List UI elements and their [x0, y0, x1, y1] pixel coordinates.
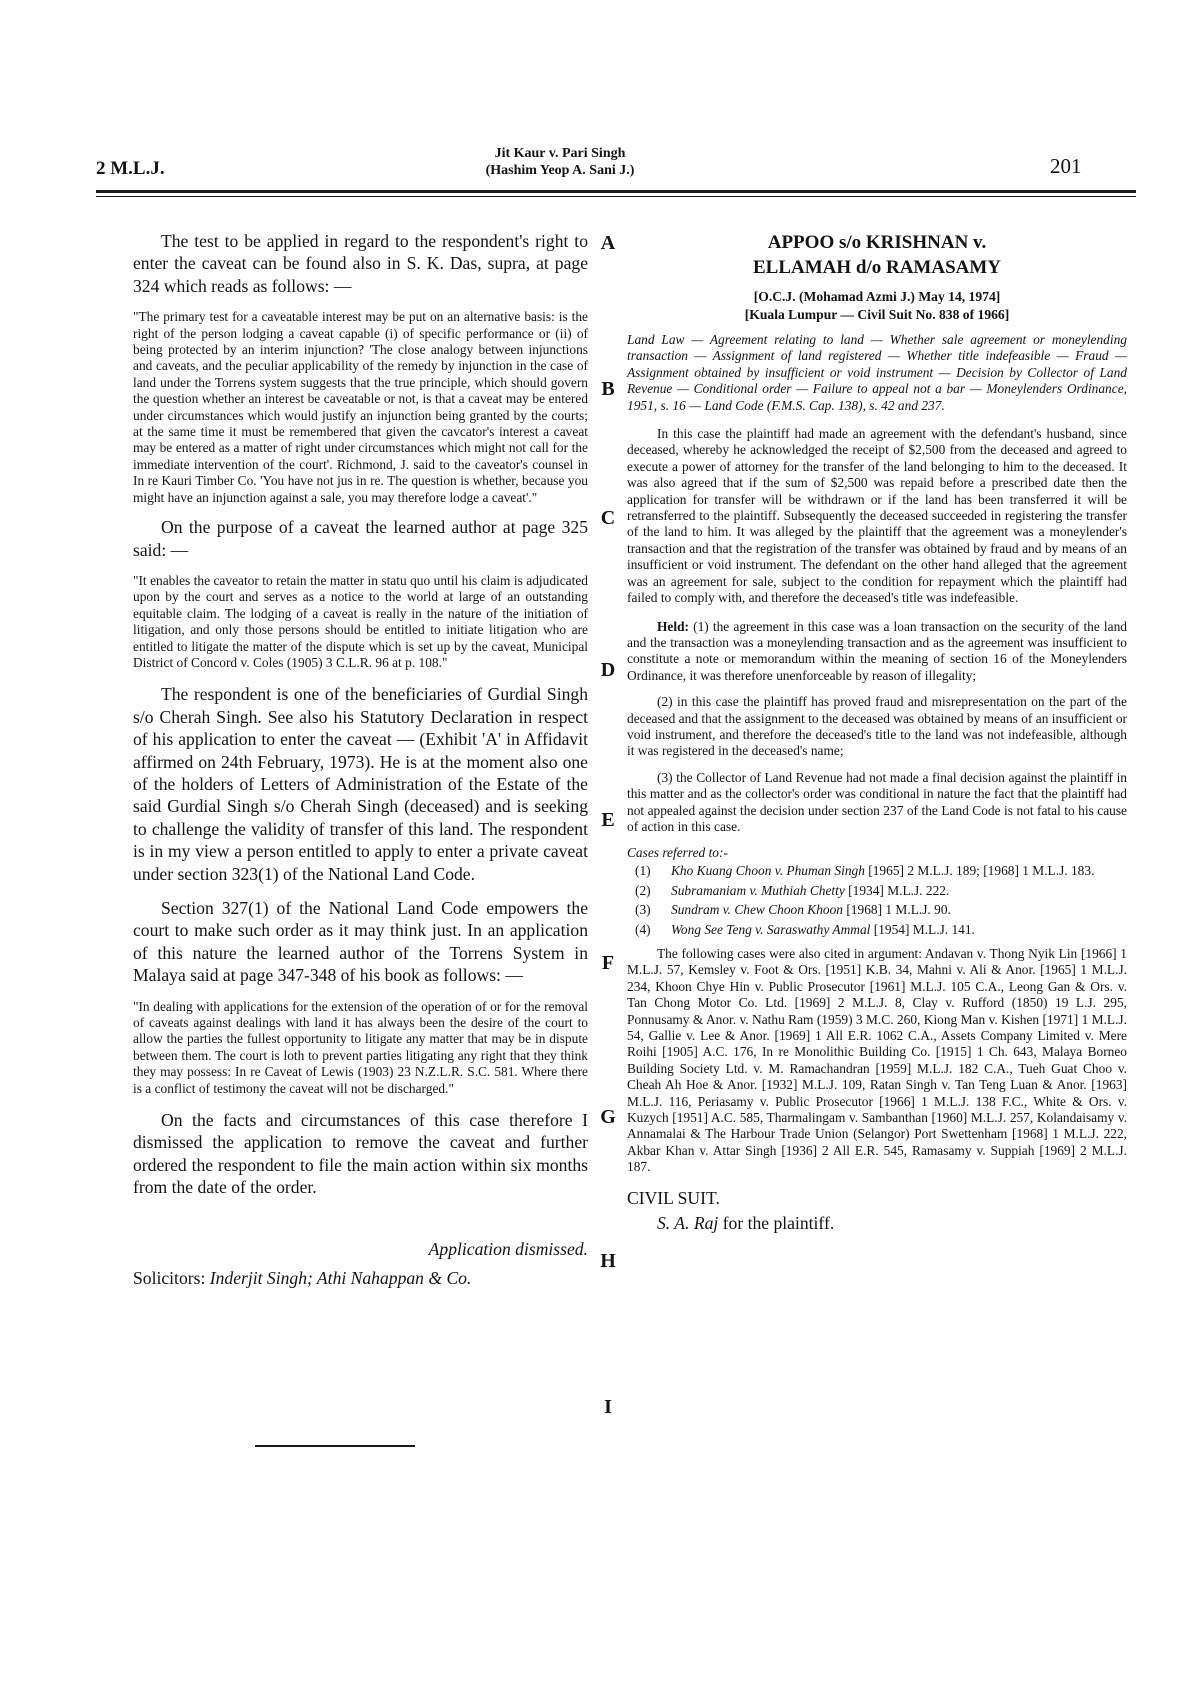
judgment-paragraph-section-327: Section 327(1) of the National Land Code empowers the court to make such order as it may think just. In an application of this nature the learned author of the Torrens System in Malaya said at page 347-348 of his book as follows: — — [133, 898, 588, 986]
citation-court: [O.C.J. (Mohamad Azmi J.) May 14, 1974] — [753, 289, 1001, 304]
margin-letter-h: H — [600, 1250, 616, 1272]
counsel-role: for the plaintiff. — [722, 1212, 835, 1233]
solicitors-names: Inderjit Singh; Athi Nahappan & Co. — [209, 1267, 472, 1288]
case-title — [627, 230, 1127, 280]
page-number: 201 — [1050, 154, 1082, 178]
margin-letter-c: C — [600, 507, 616, 529]
quote-primary-test: "The primary test for a caveatable interest may be put on an alternative basis: is the right of the person lodging a caveat capable (i) of specific performance or (ii) of being protected by an interim injunction? 'The close analogy between injunctions and caveats, and the peculiar applicability of the remedy by injunction in the case of land under the Torrens system suggests that the true principle, which should govern the question whether an interest be caveatable or not, is that a caveat may be entered under circumstances which would justify an injunction being granted by the courts; at the same time it must be remembered that given the cavcator's interest a caveat may be entered as a matter of right under circumstances which might not call for the immediate intervention of the court'. Richmond, J. said to the caveator's counsel in In re Kauri Timber Co. 'You have not jus in re. The question is whether, because you might have an injunction against a sale, you may therefore lodge a caveat'." — [133, 309, 588, 505]
held-point-2: (2) in this case the plaintiff has proved fraud and misrepresentation on the part of the deceased and that the assignment to the deceased was obtained by means of an insufficient or void instrument, and therefore the deceased's title to the land was not indefeasible, although it was registered in the deceased's name; — [627, 694, 1127, 759]
solicitors-label: Solicitors: — [133, 1267, 206, 1288]
held-point-3: (3) the Collector of Land Revenue had not made a final decision against the plaintiff in this matter and as the collector's order was conditional in nature the fact that the plaintiff had not appealed against the decision under section 237 of the Land Code is not fatal to his cause of action in this case. — [627, 769, 1127, 834]
judgment-paragraph-test: The test to be applied in regard to the respondent's right to enter the caveat can be found also in S. K. Das, supra, at page 324 which reads as follows: — — [133, 231, 588, 296]
list-item: (1) Kho Kuang Choon v. Phuman Singh [1965] 2 M.L.J. 189; [1968] 1 M.L.J. 183. — [635, 863, 1095, 879]
margin-letter-b: B — [601, 378, 615, 400]
headnote-facts: In this case the plaintiff had made an agreement with the defendant's husband, since deceased, whereby he acknowledged the receipt of $2,500 from the deceased and agreed to execute a power of attorney for the transfer of the land belonging to him to the deceased. It was also agreed that if the sum of $2,500 was repaid before a prescribed date then the application for transfer will be withdrawn or if the land has been transferred it will be retransferred to the plaintiff. Subsequently the deceased succeeded in registering the transfer of the land to him. It was alleged by the plaintiff that the agreement was a moneylender's transaction and that the registration of the transfer was obtained by fraud and by means of an insufficient or void instrument. The defendant on the other hand alleged that the agreement was an agreement for sale, subject to the condition for repayment which the plaintiff had failed to comply with, and therefore the deceased's title was indefeasible. — [627, 426, 1127, 606]
left-column — [133, 230, 588, 1289]
held-label: Held: — [657, 618, 689, 634]
margin-letter-g: G — [600, 1106, 616, 1128]
judgment-paragraph-purpose: On the purpose of a caveat the learned author at page 325 said: — — [133, 517, 588, 560]
counsel-name: S. A. Raj — [657, 1212, 719, 1233]
cases-cited-in-argument: The following cases were also cited in argument: Andavan v. Thong Nyik Lin [1966] 1 M.L.J. 57, Kemsley v. Foot & Ors. [1951] K.B. 34, Mahni v. Ali & Anor. [1965] 1 M.L.J. 234, Khoon Chye Hin v. Public Prosecutor [1961] M.L.J. 105 C.A., Leong Gan & Ors. v. Tan Chong Motor Co. Ltd. [1969] 2 M.L.J. 8, Clay v. Rufford (1850) 19 L.J. 295, Ponnusamy & Anor. v. Nathu Ram (1959) 3 M.C. 260, Kiong Man v. Kishen [1971] 1 M.L.J. 54, Gallie v. Lee & Anor. [1969] 1 All E.R. 1062 C.A., Assets Company Limited v. Mere Roihi [1905] A.C. 176, In re Monolithic Building Co. [1915] 1 Ch. 643, Malaya Borneo Building Society Ltd. v. M. Ramachandran [1959] M.L.J. 182 C.A., Tueh Guat Choo v. Cheah Ah Hoe & Anor. [1932] M.L.J. 109, Ratan Singh v. Tan Teng Luan & Anor. [1963] M.L.J. 116, Periasamy v. Public Prosecutor [1966] 1 M.L.J. 138 F.C., White & Ors. v. Kuzych [1951] A.C. 585, Tharmalingam v. Sambanthan [1960] M.L.J. 257, Kolandaisamy v. Annamalai & The Harbour Trade Union (Selangor) Port Swettenham [1968] 1 M.L.J. 222, Akbar Khan v. Attar Singh [1936] 2 All E.R. 545, Ramasamy v. Suppiah [1969] 2 M.L.J. 187. — [627, 946, 1127, 1175]
judgment-paragraph-respondent: The respondent is one of the beneficiaries of Gurdial Singh s/o Cherah Singh. See also his Statutory Declaration in respect of his application to enter the caveat — (Exhibit 'A' in Affidavit affirmed on 24th February, 1973). He is at the moment also one of the holders of Letters of Administration of the Estate of the said Gurdial Singh s/o Cherah Singh (deceased) and is seeking to challenge the validity of transfer of this land. The respondent is in my view a person entitled to apply to enter a private caveat under section 323(1) of the National Land Code. — [133, 684, 588, 884]
running-head-judge: (Hashim Yeop A. Sani J.) — [485, 163, 635, 178]
list-item: (2) Subramaniam v. Muthiah Chetty [1934] M.L.J. 222. — [635, 882, 950, 898]
case-title-line2: ELLAMAH d/o RAMASAMY — [752, 257, 1002, 278]
quote-caveat-purpose: "It enables the caveator to retain the matter in statu quo until his claim is adjudicated upon by the court and serves as a notice to the world at large of an outstanding equitable claim. The lodging of a caveat is really in the nature of the initiation of litigation, and only those persons should be entitled to initiate litigation who are entitled to litigate the matter of the dispute which is set up by the caveat, Municipal District of Concord v. Coles (1905) 3 C.L.R. 96 at p. 108." — [133, 572, 588, 670]
margin-letter-e: E — [601, 809, 615, 831]
catchwords: Land Law — Agreement relating to land — Whether sale agreement or moneylending transaction — Assignment of land registered — Whether title indefeasible — Fraud — Assignment obtained by insufficient or void instrument — Decision by Collector of Land Revenue — Conditional order — Failure to appeal not a bar — Moneylenders Ordinance, 1951, s. 16 — Land Code (F.M.S. Cap. 138), s. 42 and 237. — [627, 332, 1127, 413]
list-item: (3) Sundram v. Chew Choon Khoon [1968] 1 M.L.J. 90. — [635, 902, 951, 918]
solicitors — [133, 1268, 588, 1289]
case-title-line1: APPOO s/o KRISHNAN v. — [767, 232, 987, 253]
case-citation — [627, 288, 1127, 324]
end-of-case-rule — [255, 1445, 415, 1447]
running-head — [440, 145, 680, 179]
header-rule-thin — [96, 196, 1136, 197]
cases-referred-label: Cases referred to:- — [627, 845, 728, 861]
counsel-line — [627, 1213, 1127, 1234]
held-point-1-text: (1) the agreement in this case was a loan transaction on the security of the land and the transaction was a moneylending transaction and as the agreement was insufficient to constitute a note or memorandum within the meaning of section 16 of the Moneylenders Ordinance, it was therefore unenforceable by reason of illegality; — [627, 618, 1127, 683]
header-rule — [96, 190, 1136, 193]
quote-torrens-system: "In dealing with applications for the extension of the operation of or for the removal of caveats against dealings with land it has always been the desire of the court to allow the parties the fullest opportunity to litigate any matter that may be in dispute between them. The court is loth to prevent parties litigating any right that they think they may possess: In re Caveat of Lewis (1903) 23 N.Z.L.R. S.C. 581. Where there is a conflict of testimony the caveat will not be discharged." — [133, 998, 588, 1096]
held-point-1 — [627, 619, 1127, 685]
cases-referred-list — [627, 863, 1127, 938]
right-column — [627, 230, 1127, 1234]
margin-letter-a: A — [600, 232, 616, 254]
margin-letter-i: I — [604, 1396, 612, 1418]
civil-suit-heading: CIVIL SUIT. — [627, 1187, 720, 1208]
outcome: Application dismissed. — [428, 1238, 588, 1259]
list-item: (4) Wong See Teng v. Saraswathy Ammal [1954] M.L.J. 141. — [635, 921, 975, 937]
margin-letter-f: F — [601, 952, 615, 974]
judgment-paragraph-conclusion: On the facts and circumstances of this case therefore I dismissed the application to remove the caveat and further ordered the respondent to file the main action within six months from the date of the order. — [133, 1110, 588, 1198]
running-head-case: Jit Kaur v. Pari Singh — [494, 146, 626, 161]
citation-suit: [Kuala Lumpur — Civil Suit No. 838 of 1966] — [744, 307, 1010, 322]
journal-reference: 2 M.L.J. — [96, 158, 165, 179]
margin-letter-d: D — [600, 659, 616, 681]
